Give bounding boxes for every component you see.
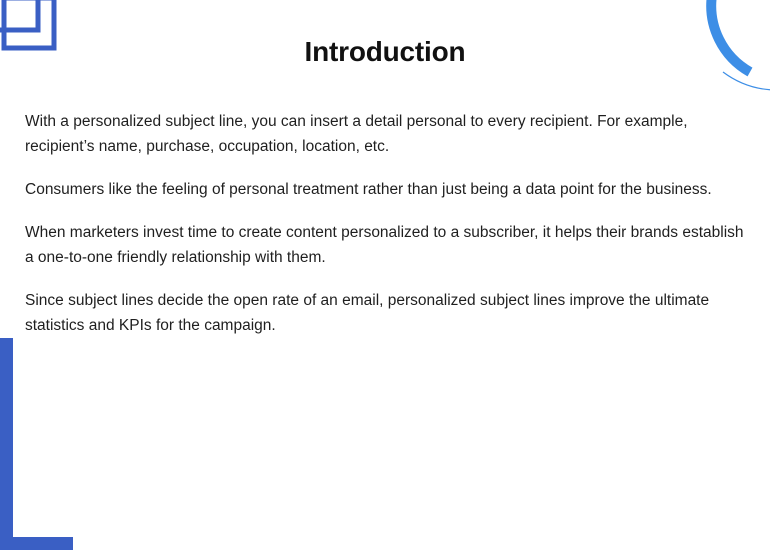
- paragraph-1: With a personalized subject line, you can insert a detail personal to every recipient. For example, recipient’s name, purchase, occupation, location, etc.: [25, 113, 688, 155]
- bottom-left-corner-bracket: [0, 338, 73, 550]
- paragraph-3: When marketers invest time to create content personalized to a subscriber, it helps their brands establish a one-to-one friendly relationship with them.: [25, 224, 744, 266]
- slide-title: Introduction: [304, 36, 466, 67]
- paragraph-2: Consumers like the feeling of personal treatment rather than just being a data point for the business.: [25, 181, 712, 198]
- slide-body: [25, 109, 755, 356]
- paragraph-4: Since subject lines decide the open rate of an email, personalized subject lines improve the ultimate statistics and KPIs for the campaign.: [25, 292, 710, 334]
